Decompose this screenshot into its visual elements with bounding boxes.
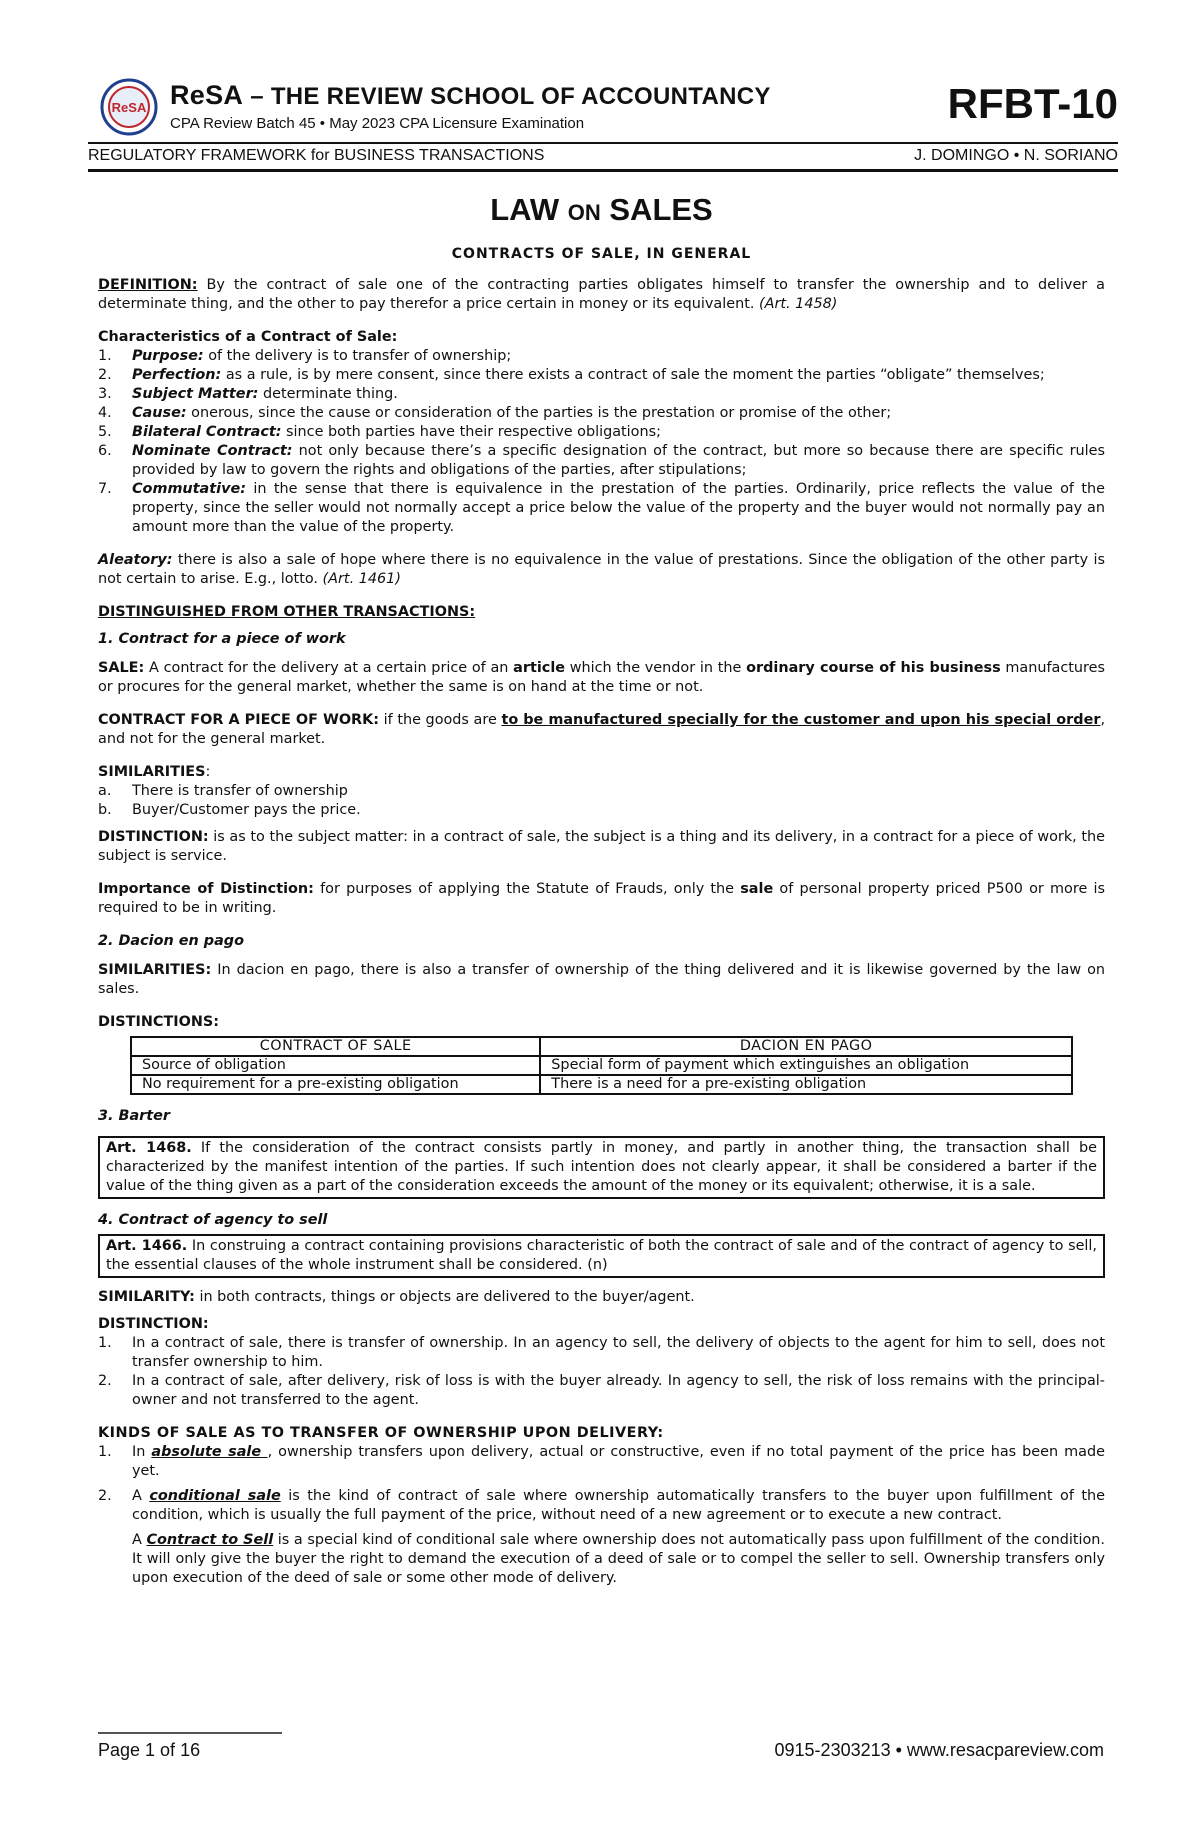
list-number: 2.: [98, 367, 112, 383]
table-header-row: [131, 1037, 1072, 1056]
list-item-text: In a contract of sale, after delivery, risk of loss is with the buyer already. In agency to sell, the risk of loss remains with the principal-owner and not transferred to the agent.: [132, 1373, 1105, 1408]
list-item: [98, 480, 1105, 537]
list-item: [98, 347, 1105, 366]
title-word: SALES: [609, 192, 713, 227]
list-item: [98, 801, 1105, 820]
list-number: 4.: [98, 405, 112, 421]
dacion-heading: 2. Dacion en pago: [98, 933, 244, 949]
sale-paragraph: [98, 659, 1105, 697]
list-number: 1.: [98, 1335, 112, 1351]
characteristics-heading-text: Characteristics of a Contract of Sale:: [98, 329, 398, 345]
batch-info: CPA Review Batch 45 • May 2023 CPA Licensure Examination: [170, 115, 585, 132]
list-item-label: Nominate Contract:: [132, 443, 293, 459]
list-item-term: conditional sale: [149, 1488, 281, 1504]
definition-citation: (Art. 1458): [759, 296, 838, 312]
agency-distinction-label-text: DISTINCTION:: [98, 1316, 209, 1332]
list-item-text: , ownership transfers upon delivery, actual or constructive, even if no total payment of the price has been made yet.: [132, 1444, 1105, 1479]
importance-paragraph: [98, 880, 1105, 918]
list-marker: a.: [98, 783, 112, 799]
piece-of-work-emphasis: to be manufactured specially for the customer and upon his special order: [501, 712, 1101, 728]
agency-distinction-label: [98, 1315, 1105, 1334]
piece-of-work-heading: 1. Contract for a piece of work: [98, 631, 346, 647]
paragraph-text: is a special kind of conditional sale where ownership does not automatically pass upon fulfillment of the condition. It will only give the buyer the right to demand the execution of a deed of sale or to compel the seller to sell. Ownership transfers only upon execution of the deed of sale or some other mode of delivery.: [132, 1532, 1106, 1586]
kinds-heading: KINDS OF SALE AS TO TRANSFER OF OWNERSHIP UPON DELIVERY:: [98, 1425, 664, 1441]
list-number: 5.: [98, 424, 112, 440]
aleatory-label: Aleatory:: [98, 552, 173, 568]
page-number: Page 1 of 16: [98, 1740, 201, 1760]
paragraph-term: Contract to Sell: [146, 1532, 274, 1548]
page-header: [88, 74, 1118, 174]
piece-of-work-label: CONTRACT FOR A PIECE OF WORK:: [98, 712, 380, 728]
table-row: [131, 1056, 1072, 1075]
list-item-text: as a rule, is by mere consent, since there exists a contract of sale the moment the parties “obligate” themselves;: [221, 367, 1045, 383]
aleatory-text: there is also a sale of hope where there is no equivalence in the value of prestations. Since the obligation of the other party is not certain to arise. E.g., lotto.: [98, 552, 1105, 587]
barter-article-box: [98, 1136, 1105, 1199]
table-header-cell: CONTRACT OF SALE: [131, 1037, 540, 1056]
list-number: 7.: [98, 481, 112, 497]
distinction-text: is as to the subject matter: in a contract of sale, the subject is a thing and its delivery, in a contract for a piece of work, the subject is service.: [98, 829, 1105, 864]
distinctions-table: [130, 1036, 1073, 1095]
agency-similarity-paragraph: [98, 1288, 1105, 1307]
importance-text: of personal property priced P500 or more is required to be in writing.: [98, 881, 1105, 916]
module-code: RFBT-10: [947, 80, 1118, 127]
sale-text: manufactures or procures for the general market, whether the same is on hand at the time or not.: [98, 660, 1105, 695]
list-number: 1.: [98, 348, 112, 364]
importance-emphasis: sale: [740, 881, 774, 897]
list-item-text: determinate thing.: [258, 386, 398, 402]
school-name: [170, 80, 771, 111]
contract-to-sell-paragraph: [98, 1531, 1105, 1588]
list-item: [98, 1334, 1105, 1372]
table-cell: There is a need for a pre-existing obligation: [540, 1075, 1072, 1094]
agency-similarity-text: in both contracts, things or objects are delivered to the buyer/agent.: [194, 1289, 695, 1305]
header-divider-thick: [88, 169, 1118, 172]
piece-of-work-text: , and not for the general market.: [98, 712, 1106, 747]
article-text: In construing a contract containing provisions characteristic of both the contract of sale and of the contract of agency to sell, the essential clauses of the whole instrument shall be considered. (n): [106, 1238, 1098, 1273]
title-word: LAW: [490, 192, 560, 227]
definition-text: By the contract of sale one of the contracting parties obligates himself to transfer the ownership and to deliver a determinate thing, and the other to pay therefor a price certain in money or its equivalent.: [98, 277, 1105, 312]
table-cell: Source of obligation: [131, 1056, 540, 1075]
agency-distinction-list: [98, 1334, 1105, 1410]
list-number: 1.: [98, 1444, 112, 1460]
list-item-label: Subject Matter:: [132, 386, 259, 402]
list-item-text: in the sense that there is equivalence in the prestation of the parties. Ordinarily, price reflects the value of the property, since the seller would not normally accept a price below the value of the property and the buyer would not normally pay an amount more than the value of the property.: [132, 481, 1105, 535]
aleatory-citation: (Art. 1461): [322, 571, 401, 587]
agency-heading: 4. Contract of agency to sell: [98, 1212, 328, 1228]
similarities-heading: [98, 763, 1105, 782]
list-number: 2.: [98, 1373, 112, 1389]
list-item-text: is the kind of contract of sale where ownership automatically transfers to the buyer upon fulfillment of the condition, which is usually the full payment of the price, without need of a new agreement or to execute a new contract.: [132, 1488, 1106, 1523]
list-item: [98, 385, 1105, 404]
agency-article-box: [98, 1234, 1105, 1278]
article-number: Art. 1468.: [106, 1140, 192, 1156]
page-title: [98, 192, 1105, 231]
list-item-text: In: [132, 1444, 152, 1460]
dacion-distinctions-label-text: DISTINCTIONS:: [98, 1014, 220, 1030]
title-word: ON: [567, 200, 601, 225]
subject-title: REGULATORY FRAMEWORK for BUSINESS TRANSACTIONS: [88, 147, 545, 164]
list-number: 6.: [98, 443, 112, 459]
table-header-cell: DACION EN PAGO: [540, 1037, 1072, 1056]
footer-divider: [98, 1732, 282, 1734]
dacion-distinctions-label: [98, 1013, 1105, 1032]
dacion-similarities-text: In dacion en pago, there is also a transfer of ownership of the thing delivered and it is likewise governed by the law on sales.: [98, 962, 1105, 997]
list-item-text: There is transfer of ownership: [132, 783, 348, 799]
similarities-colon: :: [205, 764, 211, 780]
list-item-text: Buyer/Customer pays the price.: [132, 802, 361, 818]
document-body: [98, 192, 1105, 1602]
sale-emphasis: article: [513, 660, 566, 676]
dacion-similarities-paragraph: [98, 961, 1105, 999]
logo-text: ReSA: [111, 100, 147, 115]
list-item-text: of the delivery is to transfer of ownership;: [203, 348, 512, 364]
list-item-text: In a contract of sale, there is transfer of ownership. In an agency to sell, the delivery of objects to the agent for him to sell, does not transfer ownership to him.: [132, 1335, 1105, 1370]
kinds-list: [98, 1443, 1105, 1525]
agency-similarity-label: SIMILARITY:: [98, 1289, 195, 1305]
sale-emphasis: ordinary course of his business: [746, 660, 1001, 676]
importance-label: Importance of Distinction:: [98, 881, 314, 897]
school-name-rest: – THE REVIEW SCHOOL OF ACCOUNTANCY: [243, 83, 771, 110]
list-item: [98, 404, 1105, 423]
characteristics-list: [98, 347, 1105, 537]
list-number: 2.: [98, 1488, 112, 1504]
similarities-label: SIMILARITIES: [98, 764, 206, 780]
sale-text: which the vendor in the: [565, 660, 747, 676]
article-text: If the consideration of the contract consists partly in money, and partly in another thing, the transaction shall be characterized by the manifest intention of the parties. If such intention does not clearly appear, it shall be considered a barter if the value of the thing given as a part of the consideration exceeds the amount of the money or its equivalent; otherwise, it is a sale.: [106, 1140, 1098, 1194]
list-item-text: not only because there’s a specific designation of the contract, but more so because there are specific rules provided by law to govern the rights and obligations of the parties, after stipulations;: [132, 443, 1105, 478]
characteristics-heading: [98, 328, 1105, 347]
table-cell: No requirement for a pre-existing obligation: [131, 1075, 540, 1094]
distinction-label: DISTINCTION:: [98, 829, 209, 845]
paragraph-text: A: [132, 1532, 147, 1548]
similarities-list: [98, 782, 1105, 820]
school-brand: ReSA: [170, 80, 244, 110]
list-item: [98, 366, 1105, 385]
list-item: [98, 423, 1105, 442]
sale-label: SALE:: [98, 660, 145, 676]
sale-text: A contract for the delivery at a certain price of an: [144, 660, 514, 676]
list-item-text: A: [132, 1488, 150, 1504]
header-divider: [88, 142, 1118, 144]
table-row: [131, 1075, 1072, 1094]
table-cell: Special form of payment which extinguishes an obligation: [540, 1056, 1072, 1075]
list-item-text: since both parties have their respective obligations;: [281, 424, 661, 440]
dacion-similarities-label: SIMILARITIES:: [98, 962, 212, 978]
article-number: Art. 1466.: [106, 1238, 188, 1254]
footer-contact: 0915-2303213 • www.resacpareview.com: [774, 1740, 1104, 1760]
piece-of-work-paragraph: [98, 711, 1105, 749]
distinguished-heading: DISTINGUISHED FROM OTHER TRANSACTIONS:: [98, 604, 476, 620]
list-item-label: Perfection:: [132, 367, 222, 383]
list-item-label: Purpose:: [132, 348, 204, 364]
list-item-label: Cause:: [132, 405, 187, 421]
list-marker: b.: [98, 802, 112, 818]
list-item: [98, 1443, 1105, 1481]
list-number: 3.: [98, 386, 112, 402]
list-item-term: absolute sale: [151, 1444, 268, 1460]
list-item-label: Commutative:: [132, 481, 246, 497]
distinction-paragraph: [98, 828, 1105, 866]
importance-text: for purposes of applying the Statute of Frauds, only the: [313, 881, 741, 897]
definition-paragraph: [98, 276, 1105, 314]
list-item-label: Bilateral Contract:: [132, 424, 282, 440]
list-item: [98, 442, 1105, 480]
list-item-text: onerous, since the cause or consideration of the parties is the prestation or promise of the other;: [186, 405, 892, 421]
piece-of-work-text: if the goods are: [379, 712, 502, 728]
definition-label: DEFINITION:: [98, 277, 198, 293]
list-item: [98, 1487, 1105, 1525]
authors: J. DOMINGO • N. SORIANO: [914, 147, 1118, 164]
school-logo-icon: [100, 78, 158, 136]
list-item: [98, 1372, 1105, 1410]
list-item: [98, 782, 1105, 801]
aleatory-paragraph: [98, 551, 1105, 589]
section-subheading: CONTRACTS OF SALE, IN GENERAL: [451, 246, 752, 262]
barter-heading: 3. Barter: [98, 1108, 171, 1124]
